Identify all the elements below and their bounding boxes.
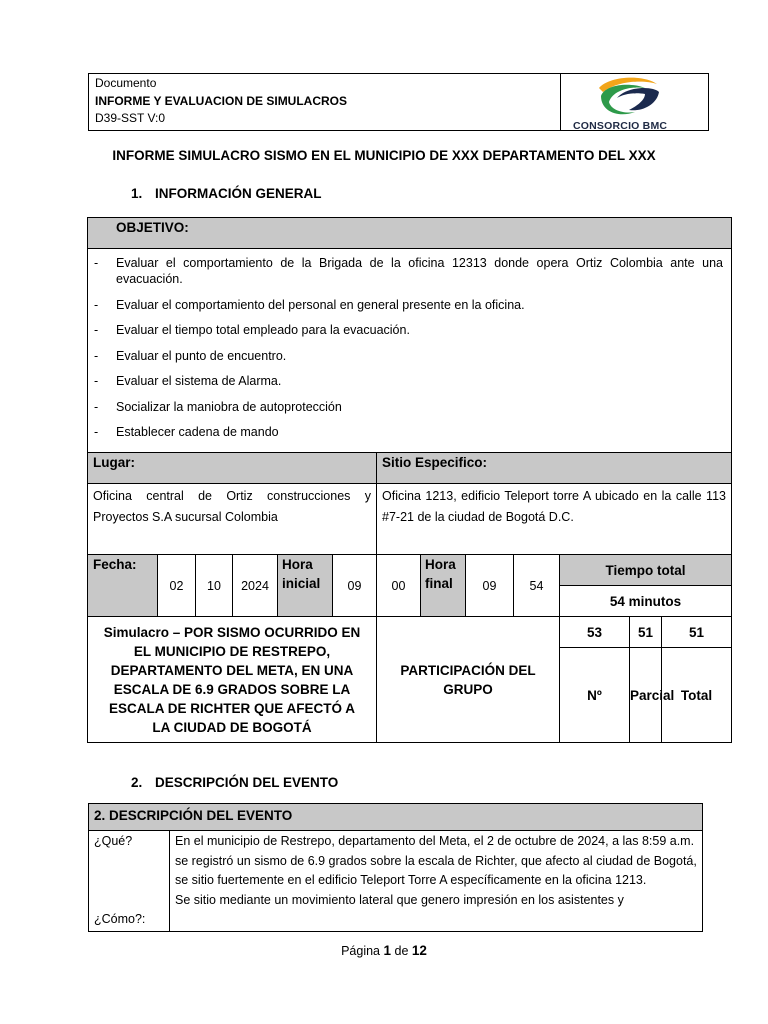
objective-item: - Evaluar el comportamiento del personal en general presente en la oficina. [94,297,525,312]
objective-heading: OBJETIVO: [88,218,732,249]
section-1-heading [131,186,322,201]
end-minute: 54 [514,555,560,617]
objective-item: - Evaluar el tiempo total empleado para la evacuación. [94,323,410,337]
end-time-label: Hora final [421,555,466,617]
main-title: INFORME SIMULACRO SISMO EN EL MUNICIPIO DE XXX DEPARTAMENTO DEL XXX [112,148,656,163]
participants-partial: 51 [630,617,662,648]
objective-list [88,249,732,453]
n-label: Nº [560,648,630,743]
site-value: Oficina 1213, edificio Teleport torre A ubicado en la calle 113 #7-21 de la ciudad de Bogotá D.C. [377,484,732,555]
date-year: 2024 [233,555,278,617]
event-description-table [88,803,703,932]
page-number: 1 [383,943,392,958]
how-label: ¿Cómo?: [94,912,146,926]
date-month: 10 [196,555,233,617]
total-time-value: 54 minutos [560,586,732,617]
event-details [170,831,703,932]
event-heading: 2. DESCRIPCIÓN DEL EVENTO [89,804,703,831]
document-info [89,74,561,130]
total-label: Total [662,648,732,743]
participants-n: 53 [560,617,630,648]
place-value: Oficina central de Ortiz construcciones y Proyectos S.A sucursal Colombia [88,484,377,555]
objective-item: - Evaluar el punto de encuentro. [94,348,287,363]
objective-item: - Socializar la maniobra de autoprotección [94,399,342,414]
what-text: En el municipio de Restrepo, departamento del Meta, el 2 de octubre de 2024, a las 8:59 a.m. se registró un sismo de 6.9 grados sobre la escala de Richter, que afecto al ciudad de Bogotá, se sitio fuertemente en el edificio Teleport Torre A específicamente en la oficina 1213. [175,834,697,887]
start-minute: 00 [377,555,421,617]
date-label: Fecha: [88,555,158,617]
how-text: Se sitio mediante un movimiento lateral que genero impresión en los asistentes y [175,892,624,907]
partial-label: Parcial [630,648,662,743]
place-label: Lugar: [88,453,377,484]
page-footer [0,943,768,958]
objective-item: - Evaluar el comportamiento de la Brigada de la oficina 12313 donde opera Ortiz Colombia ante una evacuación. [94,256,723,286]
logo [561,74,708,130]
section-title: DESCRIPCIÓN DEL EVENTO [155,775,339,790]
objective-item: - Evaluar el sistema de Alarma. [94,374,282,388]
drill-description: Simulacro – POR SISMO OCURRIDO EN EL MUNICIPIO DE RESTREPO, DEPARTAMENTO DEL META, EN UNA ESCALA DE 6.9 GRADOS SOBRE LA ESCALA DE RICHTER QUE AFECTÓ A LA CIUDAD DE BOGOTÁ [88,617,377,743]
general-info-table [87,217,732,743]
start-hour: 09 [333,555,377,617]
section-title: INFORMACIÓN GENERAL [155,186,322,201]
date-day: 02 [158,555,196,617]
doc-code: D39-SST V:0 [95,111,166,125]
participants-total: 51 [662,617,732,648]
site-label: Sitio Especifico: [377,453,732,484]
end-hour: 09 [466,555,514,617]
doc-title: INFORME Y EVALUACION DE SIMULACROS [95,93,348,108]
section-2-heading [131,775,338,790]
section-number: 2. [131,775,143,790]
page-total: 12 [411,943,427,958]
section-number: 1. [131,186,143,201]
participation-label: PARTICIPACIÓN DEL GRUPO [377,617,560,743]
document-header [88,73,709,131]
what-label: ¿Qué? ¿Cómo?: [89,831,170,932]
objective-item: - Establecer cadena de mando [94,425,279,439]
of-word: de [394,944,409,958]
logo-text: CONSORCIO BMC [573,120,668,132]
total-time-label: Tiempo total [560,555,732,586]
page-word: Página [341,944,381,958]
doc-label: Documento [95,76,157,90]
start-time-label: Hora inicial [278,555,333,617]
